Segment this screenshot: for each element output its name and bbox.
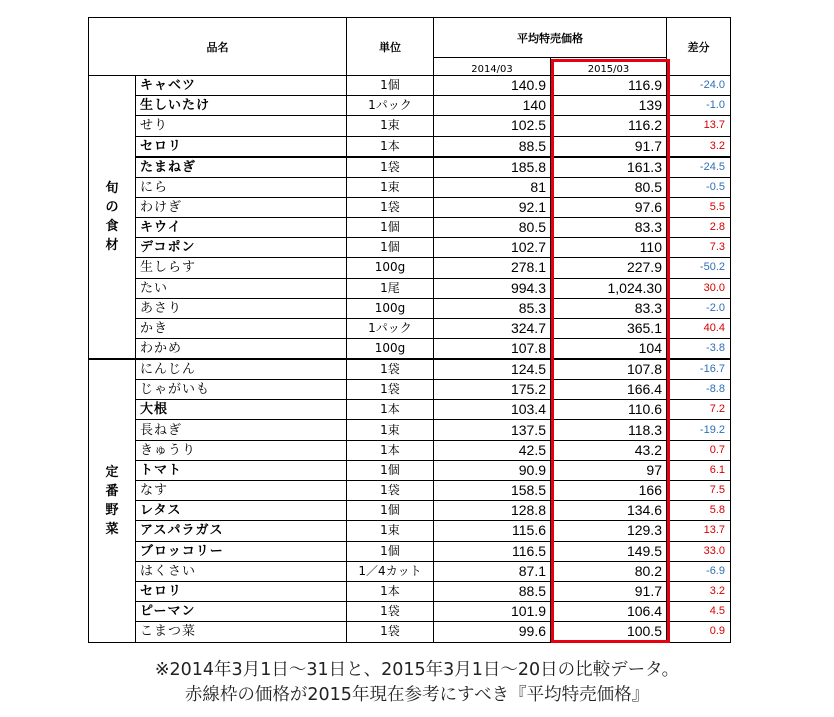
price-2015: 116.9 [551, 76, 667, 96]
item-name: デコポン [136, 238, 347, 258]
price-2014: 92.1 [434, 197, 551, 217]
item-name: トマト [136, 460, 347, 480]
price-diff: 30.0 [667, 278, 731, 298]
item-name: かき [136, 318, 347, 338]
category-label [89, 76, 136, 360]
price-2014: 128.8 [434, 501, 551, 521]
item-unit: 100g [347, 258, 434, 278]
table-row [89, 420, 731, 440]
table-row [89, 318, 731, 338]
price-diff: 6.1 [667, 460, 731, 480]
price-2014: 85.3 [434, 298, 551, 318]
item-name: 生しいたけ [136, 96, 347, 116]
item-name: キャベツ [136, 76, 347, 96]
table-row [89, 581, 731, 601]
price-2015: 97 [551, 460, 667, 480]
table-row [89, 440, 731, 460]
price-2015: 116.2 [551, 116, 667, 136]
price-diff: 4.5 [667, 602, 731, 622]
category-char: 旬 [105, 181, 119, 197]
price-2015: 80.5 [551, 177, 667, 197]
table-row [89, 96, 731, 116]
price-2014: 140.9 [434, 76, 551, 96]
item-name: せり [136, 116, 347, 136]
item-name: 生しらす [136, 258, 347, 278]
item-name: ピーマン [136, 602, 347, 622]
table-row [89, 501, 731, 521]
table-row [89, 76, 731, 96]
price-diff: 13.7 [667, 116, 731, 136]
price-comparison-table [88, 17, 731, 643]
price-2014: 185.8 [434, 157, 551, 178]
category-char: 野 [105, 502, 119, 518]
item-name: ブロッコリー [136, 541, 347, 561]
table-row [89, 238, 731, 258]
item-unit: 1袋 [347, 481, 434, 501]
price-2015: 161.3 [551, 157, 667, 178]
header-unit: 単位 [347, 18, 434, 76]
item-name: 大根 [136, 400, 347, 420]
table-row [89, 197, 731, 217]
item-unit: 1本 [347, 400, 434, 420]
table-row [89, 136, 731, 157]
header-diff: 差分 [667, 18, 731, 76]
price-diff: 7.3 [667, 238, 731, 258]
price-diff: 40.4 [667, 318, 731, 338]
item-unit: 1束 [347, 116, 434, 136]
price-2015: 365.1 [551, 318, 667, 338]
price-2015: 110 [551, 238, 667, 258]
table-row [89, 561, 731, 581]
table-row [89, 217, 731, 237]
table-row [89, 298, 731, 318]
price-diff: 2.8 [667, 217, 731, 237]
price-2014: 102.7 [434, 238, 551, 258]
price-diff: -24.0 [667, 76, 731, 96]
item-name: はくさい [136, 561, 347, 581]
item-unit: 1／4カット [347, 561, 434, 581]
price-diff: 0.9 [667, 622, 731, 642]
item-unit: 1袋 [347, 359, 434, 380]
price-2014: 158.5 [434, 481, 551, 501]
footnote-line-1: ※2014年3月1日～31日と、2015年3月1日～20日の比較データ。 [154, 660, 680, 680]
category-char: 番 [105, 483, 119, 499]
header-item: 品名 [89, 18, 347, 76]
table-row [89, 157, 731, 178]
item-unit: 1パック [347, 318, 434, 338]
price-2015: 129.3 [551, 521, 667, 541]
price-2014: 994.3 [434, 278, 551, 298]
price-2014: 140 [434, 96, 551, 116]
price-2015: 43.2 [551, 440, 667, 460]
item-name: たい [136, 278, 347, 298]
price-2014: 80.5 [434, 217, 551, 237]
table-row [89, 622, 731, 642]
price-2014: 103.4 [434, 400, 551, 420]
price-diff: 0.7 [667, 440, 731, 460]
price-2015: 227.9 [551, 258, 667, 278]
price-2014: 175.2 [434, 380, 551, 400]
price-diff: 5.5 [667, 197, 731, 217]
price-diff: 5.8 [667, 501, 731, 521]
item-unit: 1個 [347, 501, 434, 521]
price-2014: 324.7 [434, 318, 551, 338]
item-unit: 1袋 [347, 197, 434, 217]
price-2014: 137.5 [434, 420, 551, 440]
price-2015: 83.3 [551, 217, 667, 237]
category-label [89, 359, 136, 642]
price-2014: 90.9 [434, 460, 551, 480]
price-2015: 149.5 [551, 541, 667, 561]
price-2014: 87.1 [434, 561, 551, 581]
table-row [89, 116, 731, 136]
price-2015: 139 [551, 96, 667, 116]
table-row [89, 339, 731, 360]
item-name: わかめ [136, 339, 347, 360]
item-unit: 1束 [347, 420, 434, 440]
price-2015: 97.6 [551, 197, 667, 217]
item-unit: 1本 [347, 440, 434, 460]
item-name: こまつ菜 [136, 622, 347, 642]
price-2015: 104 [551, 339, 667, 360]
price-2015: 166.4 [551, 380, 667, 400]
category-char: 食 [105, 219, 119, 235]
price-diff: -50.2 [667, 258, 731, 278]
price-2015: 110.6 [551, 400, 667, 420]
item-name: アスパラガス [136, 521, 347, 541]
price-diff: 7.5 [667, 481, 731, 501]
price-2015: 166 [551, 481, 667, 501]
price-diff: -24.5 [667, 157, 731, 178]
item-name: レタス [136, 501, 347, 521]
price-diff: -19.2 [667, 420, 731, 440]
price-2015: 106.4 [551, 602, 667, 622]
price-diff: -1.0 [667, 96, 731, 116]
item-name: たまねぎ [136, 157, 347, 178]
item-unit: 1本 [347, 581, 434, 601]
item-name: なす [136, 481, 347, 501]
item-unit: 1袋 [347, 622, 434, 642]
price-diff: -0.5 [667, 177, 731, 197]
item-unit: 1束 [347, 521, 434, 541]
table-row [89, 481, 731, 501]
price-2014: 124.5 [434, 359, 551, 380]
price-2015: 118.3 [551, 420, 667, 440]
table-row [89, 521, 731, 541]
item-unit: 1個 [347, 217, 434, 237]
item-unit: 1パック [347, 96, 434, 116]
price-2014: 115.6 [434, 521, 551, 541]
item-unit: 1束 [347, 177, 434, 197]
price-2015: 91.7 [551, 136, 667, 157]
table-row [89, 541, 731, 561]
item-name: きゅうり [136, 440, 347, 460]
footnote-line-2: 赤線枠の価格が2015年現在参考にすべき『平均特売価格』 [184, 685, 650, 705]
item-name: あさり [136, 298, 347, 318]
header-year-2014: 2014/03 [434, 58, 551, 76]
price-2015: 1,024.30 [551, 278, 667, 298]
price-2014: 88.5 [434, 136, 551, 157]
item-name: セロリ [136, 136, 347, 157]
price-2014: 102.5 [434, 116, 551, 136]
item-unit: 1個 [347, 76, 434, 96]
table-row [89, 177, 731, 197]
item-unit: 1個 [347, 541, 434, 561]
category-char: の [105, 200, 119, 216]
price-diff: -8.8 [667, 380, 731, 400]
price-diff: 3.2 [667, 136, 731, 157]
item-unit: 1袋 [347, 157, 434, 178]
price-2014: 278.1 [434, 258, 551, 278]
item-unit: 1個 [347, 460, 434, 480]
price-2015: 100.5 [551, 622, 667, 642]
price-2015: 83.3 [551, 298, 667, 318]
price-2014: 81 [434, 177, 551, 197]
category-char: 定 [105, 464, 119, 480]
price-2015: 107.8 [551, 359, 667, 380]
item-name: セロリ [136, 581, 347, 601]
header-year-2015: 2015/03 [551, 58, 667, 76]
price-2014: 99.6 [434, 622, 551, 642]
price-2014: 107.8 [434, 339, 551, 360]
price-2014: 42.5 [434, 440, 551, 460]
table-row [89, 602, 731, 622]
table-row [89, 400, 731, 420]
price-diff: -16.7 [667, 359, 731, 380]
price-2015: 134.6 [551, 501, 667, 521]
category-char: 菜 [105, 521, 119, 537]
item-name: じゃがいも [136, 380, 347, 400]
price-diff: 3.2 [667, 581, 731, 601]
item-name: 長ねぎ [136, 420, 347, 440]
category-char: 材 [105, 238, 119, 254]
price-diff: -3.8 [667, 339, 731, 360]
item-name: にら [136, 177, 347, 197]
price-2015: 91.7 [551, 581, 667, 601]
table-row [89, 359, 731, 380]
item-unit: 1個 [347, 238, 434, 258]
table-body [89, 76, 731, 643]
price-diff: -2.0 [667, 298, 731, 318]
item-unit: 100g [347, 298, 434, 318]
item-unit: 1袋 [347, 380, 434, 400]
price-2014: 116.5 [434, 541, 551, 561]
item-unit: 100g [347, 339, 434, 360]
price-diff: 33.0 [667, 541, 731, 561]
price-diff: 7.2 [667, 400, 731, 420]
item-unit: 1袋 [347, 602, 434, 622]
item-name: わけぎ [136, 197, 347, 217]
table-row [89, 258, 731, 278]
price-2014: 101.9 [434, 602, 551, 622]
price-2015: 80.2 [551, 561, 667, 581]
item-unit: 1本 [347, 136, 434, 157]
price-diff: 13.7 [667, 521, 731, 541]
item-name: キウイ [136, 217, 347, 237]
table-row [89, 278, 731, 298]
item-name: にんじん [136, 359, 347, 380]
item-unit: 1尾 [347, 278, 434, 298]
header-avg-price: 平均特売価格 [434, 18, 667, 58]
price-2014: 88.5 [434, 581, 551, 601]
table-row [89, 380, 731, 400]
price-diff: -6.9 [667, 561, 731, 581]
table-row [89, 460, 731, 480]
